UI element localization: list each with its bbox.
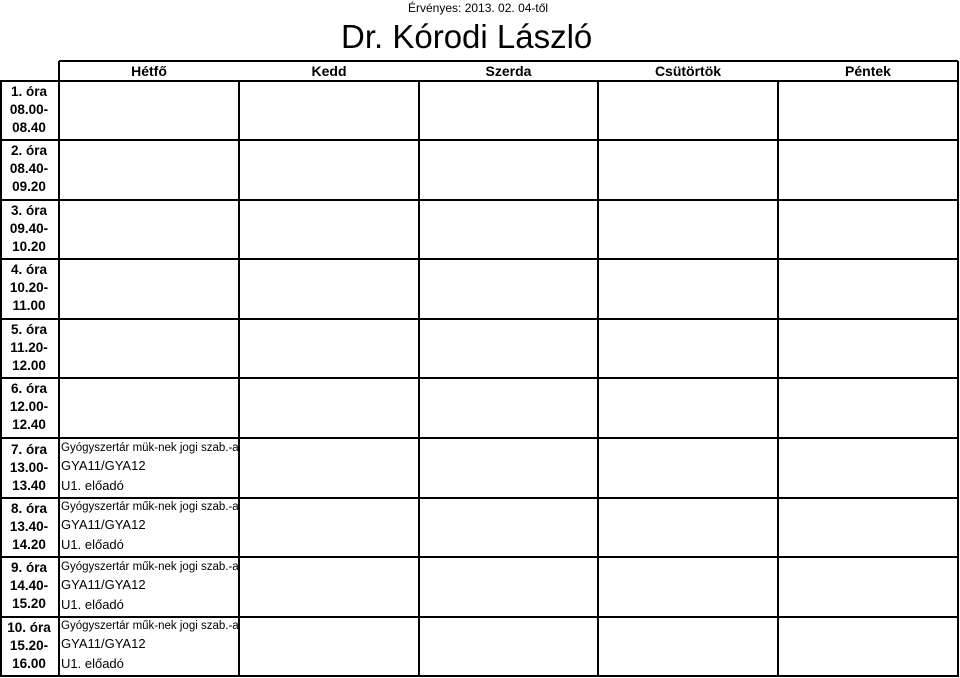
period-end: 15.20 xyxy=(12,596,46,611)
period-8 xyxy=(0,500,58,554)
lesson-group: GYA11/GYA12 xyxy=(61,636,146,651)
period-start: 14.40- xyxy=(9,578,49,593)
day-header-thursday: Csütörtök xyxy=(654,63,722,79)
period-start: 08.40- xyxy=(9,161,49,176)
period-2 xyxy=(0,142,58,196)
period-end: 09.20 xyxy=(12,179,46,194)
day-header-monday: Hétfő xyxy=(131,63,167,79)
period-end: 12.00 xyxy=(12,358,46,373)
lesson-subject: Gyógyszertár műk-nek jogi szab.-a xyxy=(61,561,239,573)
period-label: 4. óra xyxy=(10,262,48,277)
period-start: 12.00- xyxy=(9,399,49,414)
validity-text: Érvényes: 2013. 02. 04-től xyxy=(408,1,549,15)
lesson-group: GYA11/GYA12 xyxy=(61,517,146,532)
lesson-monday-7[interactable] xyxy=(61,440,239,496)
lesson-group: GYA11/GYA12 xyxy=(61,458,146,473)
period-label: 10. óra xyxy=(7,620,51,635)
teacher-name: Dr. Kórodi László xyxy=(341,18,593,55)
period-label: 2. óra xyxy=(10,143,48,158)
period-label: 1. óra xyxy=(10,84,48,99)
lesson-group: GYA11/GYA12 xyxy=(61,577,146,592)
period-label: 9. óra xyxy=(10,560,48,575)
lesson-room: U1. előadó xyxy=(61,597,124,612)
period-4 xyxy=(0,261,58,315)
period-1 xyxy=(0,83,58,137)
period-label: 7. óra xyxy=(10,442,48,457)
period-9 xyxy=(0,559,58,613)
lesson-subject: Gyógyszertár műk-nek jogi szab.-a xyxy=(61,501,239,513)
period-start: 13.00- xyxy=(9,460,49,475)
lesson-monday-9[interactable] xyxy=(61,559,239,615)
period-label: 3. óra xyxy=(10,203,48,218)
period-end: 16.00 xyxy=(12,656,46,671)
lesson-room: U1. előadó xyxy=(61,656,124,671)
lesson-room: U1. előadó xyxy=(61,537,124,552)
period-label: 8. óra xyxy=(10,501,48,516)
lesson-monday-10[interactable] xyxy=(61,618,239,674)
lesson-subject: Gyógyszertár mük-nek jogi szab.-a xyxy=(61,442,239,454)
period-end: 11.00 xyxy=(12,298,46,313)
lesson-monday-8[interactable] xyxy=(61,499,239,555)
period-end: 10.20 xyxy=(12,239,46,254)
period-start: 13.40- xyxy=(9,519,49,534)
period-6 xyxy=(0,380,58,434)
period-end: 08.40 xyxy=(12,120,46,135)
period-start: 08.00- xyxy=(9,102,49,117)
period-5 xyxy=(0,321,58,375)
period-start: 09.40- xyxy=(9,221,49,236)
period-start: 15.20- xyxy=(9,638,49,653)
period-end: 13.40 xyxy=(12,478,46,493)
period-10 xyxy=(0,619,58,673)
period-start: 10.20- xyxy=(9,280,49,295)
period-end: 12.40 xyxy=(12,417,46,432)
period-start: 11.20- xyxy=(10,340,48,355)
period-label: 6. óra xyxy=(10,381,48,396)
period-end: 14.20 xyxy=(12,537,46,552)
day-header-friday: Péntek xyxy=(845,63,891,79)
lesson-room: U1. előadó xyxy=(61,478,124,493)
period-label: 5. óra xyxy=(10,322,48,337)
day-header-tuesday: Kedd xyxy=(311,63,347,79)
period-3 xyxy=(0,202,58,256)
period-7 xyxy=(0,441,58,495)
day-header-wednesday: Szerda xyxy=(485,63,532,79)
lesson-subject: Gyógyszertár műk-nek jogi szab.-a xyxy=(61,620,239,632)
